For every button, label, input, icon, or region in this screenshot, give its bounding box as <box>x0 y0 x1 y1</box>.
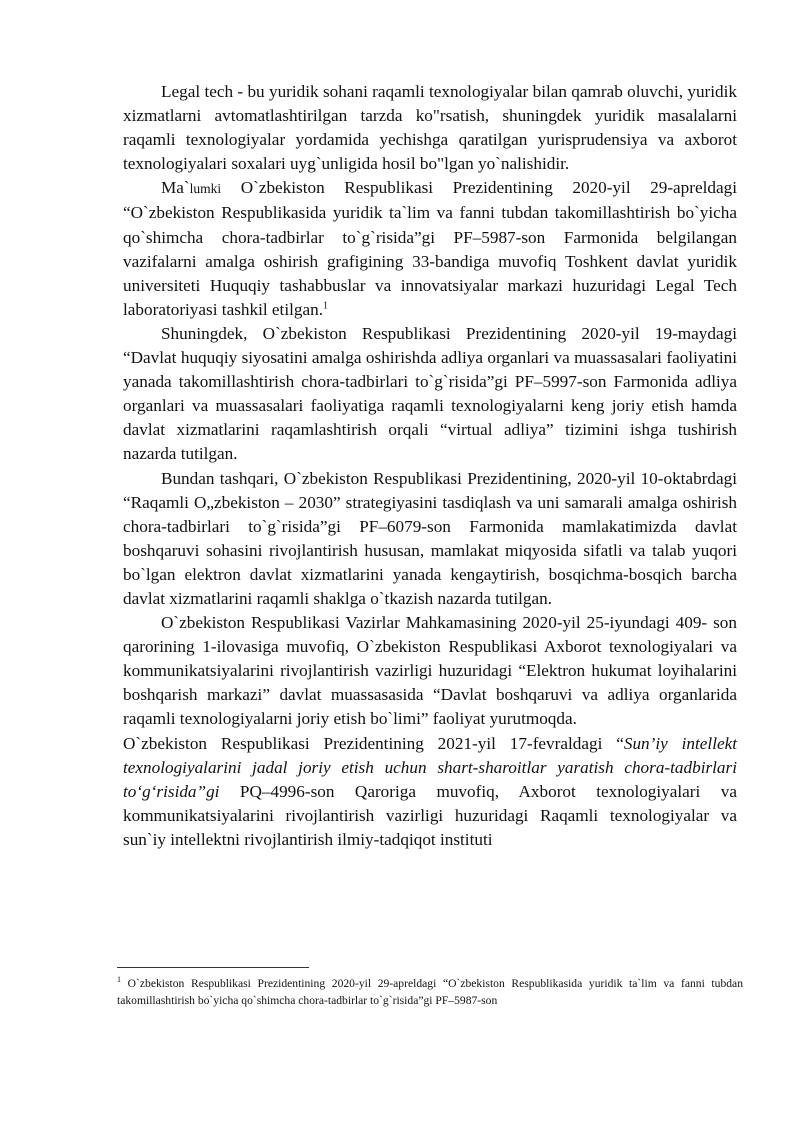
paragraph-text: O`zbekiston Respublikasi Prezidentining 2020-yil 29-apreldagi “O`zbekiston Respublikasida yuridik ta`lim va fanni tubdan takomillashtirish bo`yicha qo`shimcha chora-tadbirlar to`g`risida”gi PF–5987-son Farmonida belgilangan vazifalarni amalga oshirish grafigining 33-bandiga muvofiq Toshkent davlat yuridik universiteti Huquqiy tashabbuslar va innovatsiyalar markazi huzuridagi Legal Tech laboratoriyasi tashkil etilgan. <box>123 178 737 319</box>
paragraph-text-small: lumki <box>189 181 222 197</box>
paragraph-text: O`zbekiston Respublikasi Vazirlar Mahkamasining 2020-yil 25-iyundagi 409- son qarorining 1-ilovasiga muvofiq, O`zbekiston Respublikasi Axborot texnologiyalari va kommunikatsiyalarini rivojlantirish vazirligi huzuridagi “Elektron hukumat loyihalarini boshqarish markazi” davlat muassasasida “Davlat boshqaruvi va adliya organlarida raqamli texnologiyalarni joriy etish bo`limi” faoliyat yurutmoqda. <box>123 613 737 729</box>
decree-title-italic: Sun’iy intellekt texnologiyalarini jadal joriy etish uchun shart-sharoitlar yaratish chora-tadbirlari to‘g‘risida”gi <box>123 733 737 801</box>
paragraph-text: Legal tech - bu yuridik sohani raqamli texnologiyalar bilan qamrab oluvchi, yuridik xizmatlarni avtomatlashtirilgan tarzda ko"rsatish, shuningdek yuridik masalalarni raqamli texnologiyalar yordamida yechishga qaratilgan yurisprudensiya va axborot texnologiyalari soxalari uyg`unligida hosil bo"lgan yo`nalishidir. <box>123 82 737 174</box>
paragraph-text: Bundan tashqari, O`zbekiston Respublikasi Prezidentining, 2020-yil 10-oktabrdagi “Raqamli O„zbekiston – 2030” strategiyasini tasdiqlash va uni samarali amalga oshirish chora-tadbirlari to`g`risida”gi PF–6079-son Farmonida mamlakatimizda davlat boshqaruvi sohasini rivojlantirish hususan, mamlakat miqyosida sifatli va talab yuqori bo`lgan elektron davlat xizmatlarini yanada kengaytirish, bosqichma-bosqich barcha davlat xizmatlarini raqamli shaklga o`tkazish nazarda tutilgan. <box>123 468 737 608</box>
paragraph-digital-uzbekistan <box>123 467 737 612</box>
footnote-reference[interactable]: 1 <box>323 300 328 312</box>
body-text <box>123 80 737 852</box>
paragraph-virtual-adliya <box>123 322 737 467</box>
paragraph-text: PQ–4996-son Qaroriga muvofiq, Axborot texnologiyalari va kommunikatsiyalarini rivojlantirish vazirligi huzuridagi Raqamli texnologiyalar va sun`iy intellektni rivojlantirish ilmiy-tadqiqot instituti <box>123 781 737 849</box>
footnote-paragraph <box>117 975 743 1009</box>
paragraph-legal-tech <box>123 80 737 176</box>
paragraph-text: O`zbekiston Respublikasi Prezidentining 2021-yil 17-fevraldagi “ <box>123 733 624 753</box>
paragraph-ai-decree <box>123 732 737 852</box>
footnote-text: O`zbekiston Respublikasi Prezidentining 2020-yil 29-apreldagi “O`zbekiston Respublikasida yuridik ta`lim va fanni tubdan takomillashtirish bo`yicha qo`shimcha chora-tadbirlar to`g`risida”gi PF–5987-son <box>117 977 743 1007</box>
paragraph-text: Ma` <box>161 178 190 198</box>
paragraph-cabinet-resolution <box>123 611 737 731</box>
footnote-marker: 1 <box>117 975 121 985</box>
paragraph-text: Shuningdek, O`zbekiston Respublikasi Prezidentining 2020-yil 19-maydagi “Davlat huquqiy siyosatini amalga oshirishda adliya organlari va muassasalari faoliyatini yanada takomillashtirish chora-tadbirlari to`g`risida”gi PF–5997-son Farmonida adliya organlari va muassasalari faoliyatiga raqamli texnologiyalarni keng joriy etish hamda davlat xizmatlarini raqamlashtirish orqali “virtual adliya” tizimini ishga tushirish nazarda tutilgan. <box>123 323 737 464</box>
paragraph-lab-founding <box>123 176 737 322</box>
footnote <box>117 975 743 1009</box>
footnote-separator <box>117 967 309 968</box>
